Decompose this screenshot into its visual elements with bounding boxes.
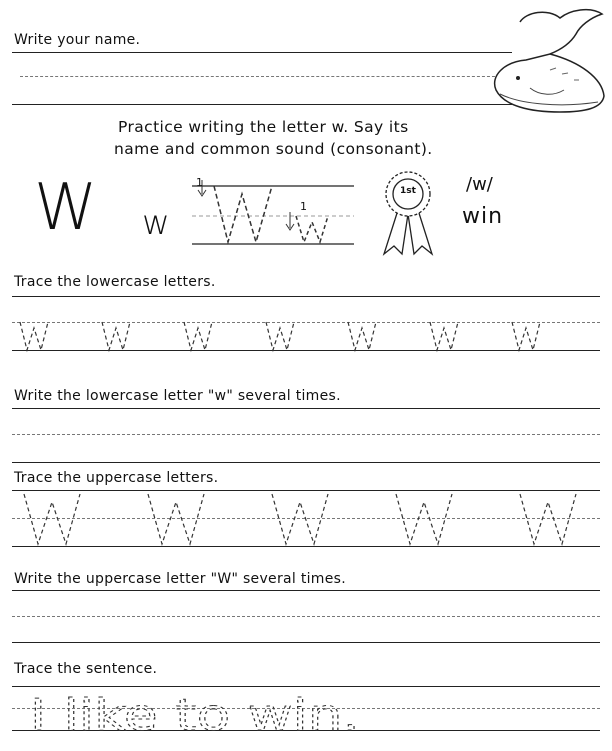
name-top-line bbox=[12, 52, 512, 53]
uppercase-letter-display: W bbox=[34, 171, 98, 245]
write-upper-mid-line bbox=[12, 616, 600, 617]
instructions-line-2: name and common sound (consonant). bbox=[114, 140, 433, 158]
trace-lowercase-w[interactable] bbox=[184, 322, 212, 350]
write-lower-label: Write the lowercase letter "w" several times. bbox=[14, 388, 341, 404]
write-lower-top-line bbox=[12, 408, 600, 409]
trace-lower-letters[interactable] bbox=[0, 318, 612, 354]
name-writing-line[interactable] bbox=[12, 104, 512, 105]
trace-upper-letters[interactable] bbox=[0, 490, 612, 548]
trace-sentence-label: Trace the sentence. bbox=[14, 661, 158, 677]
write-upper-label: Write the uppercase letter "W" several times. bbox=[14, 571, 347, 587]
stroke-number-upper: 1 bbox=[196, 176, 203, 189]
letter-sound: /w/ bbox=[466, 174, 493, 195]
trace-sentence[interactable] bbox=[0, 686, 612, 736]
trace-lowercase-w[interactable] bbox=[430, 322, 458, 350]
lowercase-letter-display: w bbox=[142, 203, 170, 243]
name-mid-line bbox=[20, 76, 500, 77]
trace-uppercase-w[interactable] bbox=[272, 494, 328, 544]
sentence-text: I like to win. bbox=[30, 690, 360, 736]
stroke-order-demo bbox=[190, 172, 360, 252]
write-lower-mid-line bbox=[12, 434, 600, 435]
trace-uppercase-w[interactable] bbox=[24, 494, 80, 544]
stroke-number-lower: 1 bbox=[300, 200, 307, 213]
trace-uppercase-w[interactable] bbox=[148, 494, 204, 544]
trace-lowercase-w[interactable] bbox=[20, 322, 48, 350]
trace-lowercase-w[interactable] bbox=[512, 322, 540, 350]
instructions-line-1: Practice writing the letter w. Say its bbox=[118, 118, 409, 136]
write-upper-top-line bbox=[12, 590, 600, 591]
name-prompt: Write your name. bbox=[14, 32, 141, 48]
trace-lowercase-w[interactable] bbox=[348, 322, 376, 350]
trace-lowercase-w[interactable] bbox=[266, 322, 294, 350]
write-upper-base-line[interactable] bbox=[12, 642, 600, 643]
trace-upper-label: Trace the uppercase letters. bbox=[14, 470, 219, 486]
trace-lowercase-w[interactable] bbox=[102, 322, 130, 350]
ribbon-label: 1st bbox=[400, 186, 416, 196]
keyword: win bbox=[462, 204, 504, 229]
trace-uppercase-w[interactable] bbox=[396, 494, 452, 544]
first-place-ribbon-icon bbox=[376, 170, 440, 258]
whale-illustration bbox=[490, 4, 608, 116]
trace-uppercase-w[interactable] bbox=[520, 494, 576, 544]
trace-lower-top-line bbox=[12, 296, 600, 297]
trace-lower-label: Trace the lowercase letters. bbox=[14, 274, 216, 290]
write-lower-base-line[interactable] bbox=[12, 462, 600, 463]
